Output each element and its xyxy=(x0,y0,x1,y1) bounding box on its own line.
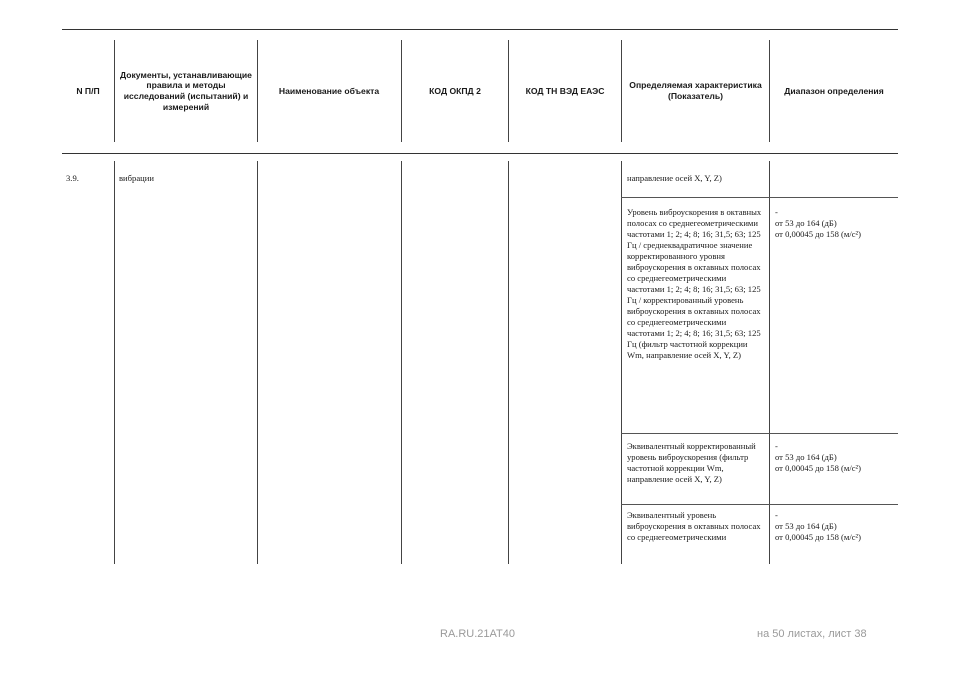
body-col-divider xyxy=(257,161,258,564)
characteristic-cell: Уровень виброускорения в октавных полосах со среднегеометрическими частотами 1; 2; 4; 8; 16; 31,5; 63; 125 Гц / среднеквадратичное значение корректированного уровня виброускорения в октавных полосах со среднегеометрическими частотами 1; 2; 4; 8; 16; 31,5; 63; 125 Гц / корректированный уровень виброускорения в октавных полосах со среднегеометрическими частотами 1; 2; 4; 8; 16; 31,5; 63; 125 Гц (фильтр частотной коррекции Wm, направление осей X, Y, Z) xyxy=(627,207,762,360)
range-ms2: от 0,00045 до 158 (м/с²) xyxy=(775,532,861,542)
header-col-divider xyxy=(401,40,402,142)
header-bottom-border xyxy=(62,153,898,154)
body-col-divider xyxy=(508,161,509,564)
sub-row-divider xyxy=(621,504,898,505)
characteristic-cell: Эквивалентный уровень виброускорения в октавных полосах со среднегеометрическими xyxy=(627,510,761,542)
header-range: Диапазон определения xyxy=(784,85,884,96)
range-dash: - xyxy=(775,207,778,217)
table-top-border xyxy=(62,29,898,30)
characteristic-cell: направление осей X, Y, Z) xyxy=(627,173,722,183)
sub-row-divider xyxy=(621,197,898,198)
body-col-divider xyxy=(401,161,402,564)
range-cell xyxy=(775,441,895,474)
header-okpd2-code: КОД ОКПД 2 xyxy=(429,85,481,96)
range-db: от 53 до 164 (дБ) xyxy=(775,452,837,462)
range-cell xyxy=(775,207,895,240)
row-number: 3.9. xyxy=(66,173,79,183)
header-number: N П/П xyxy=(76,85,100,96)
header-col-divider xyxy=(621,40,622,142)
header-characteristic: Определяемая характеристика (Показатель) xyxy=(629,80,762,101)
sub-row-divider xyxy=(621,433,898,434)
range-cell xyxy=(775,510,895,543)
header-object-name: Наименование объекта xyxy=(278,85,380,96)
header-col-divider xyxy=(114,40,115,142)
range-db: от 53 до 164 (дБ) xyxy=(775,521,837,531)
header-documents: Документы, устанавливающие правила и методы исследований (испытаний) и измерений xyxy=(120,69,252,112)
header-col-divider xyxy=(508,40,509,142)
range-db: от 53 до 164 (дБ) xyxy=(775,218,837,228)
header-col-divider xyxy=(257,40,258,142)
range-ms2: от 0,00045 до 158 (м/с²) xyxy=(775,463,861,473)
range-ms2: от 0,00045 до 158 (м/с²) xyxy=(775,229,861,239)
body-col-divider xyxy=(114,161,115,564)
header-col-divider xyxy=(769,40,770,142)
range-dash: - xyxy=(775,441,778,451)
document-code: RA.RU.21AT40 xyxy=(440,628,515,640)
range-dash: - xyxy=(775,510,778,520)
characteristic-cell: Эквивалентный корректированный уровень виброускорения (фильтр частотной коррекции Wm, направление осей X, Y, Z) xyxy=(627,441,756,484)
page-counter: на 50 листах, лист 38 xyxy=(757,628,867,640)
header-tnved-code: КОД ТН ВЭД ЕАЭС xyxy=(525,85,605,96)
row-document: вибрации xyxy=(119,173,154,183)
